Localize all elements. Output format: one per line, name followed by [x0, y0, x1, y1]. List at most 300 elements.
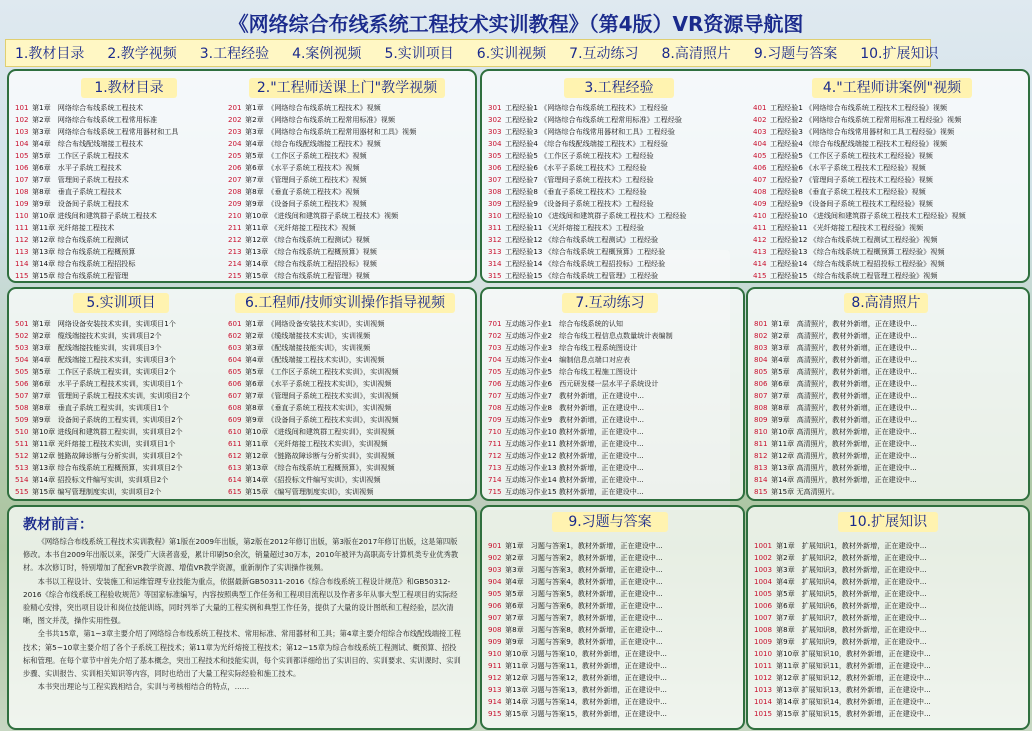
item-number: 915: [488, 709, 502, 718]
list-item[interactable]: [228, 390, 398, 402]
list-item[interactable]: [15, 438, 190, 450]
item-number: 310: [488, 211, 502, 220]
list-item[interactable]: [228, 210, 416, 222]
list-item[interactable]: [228, 462, 398, 474]
list-item[interactable]: [15, 186, 178, 198]
item-label: 第5章 工作区子系统工程实训，实训项目2个: [32, 367, 176, 376]
item-label: 第9章 《设备间子系统工程技术实训》，实训视频: [245, 415, 399, 424]
item-number: 705: [488, 367, 502, 376]
list-item[interactable]: [228, 270, 416, 282]
teach-video-list: [228, 102, 416, 282]
preface-paragraph: 本书以工程设计、安装施工和运维管理专业技能为重点，依据最新GB50311-2016《综合布线系统工程设计规范》和GB50312-2016《综合布线系统工程验收规范》等国家标准编写，内容按照典型工作任务和工程项目流程以及作者多年从事大型工程项目的实际经验精心安排，突出项目设计和岗位技能训练，同时列举了大量的工程实例和典型工作任务，提供了大量的设计图纸和工程经验，层次清晰，图文并茂，操作实用性强。: [23, 576, 458, 626]
item-number: 909: [488, 637, 502, 646]
list-item[interactable]: [754, 402, 917, 414]
list-item[interactable]: [228, 258, 416, 270]
list-item[interactable]: [753, 246, 966, 258]
item-label: 第4章 配线端接工程技术实训，实训项目3个: [32, 355, 176, 364]
panel-preface: [7, 505, 477, 730]
list-item[interactable]: [754, 636, 931, 648]
item-label: 工程经验11 《光纤熔接工程技术》工程经验: [505, 223, 644, 232]
list-item[interactable]: [15, 330, 190, 342]
item-number: 508: [15, 403, 29, 412]
item-number: 202: [228, 115, 242, 124]
item-label: 第11章 光纤熔接工程技术实训，实训项目1个: [32, 439, 176, 448]
list-item[interactable]: [15, 222, 178, 234]
list-item[interactable]: [15, 150, 178, 162]
list-item[interactable]: [228, 246, 416, 258]
list-item[interactable]: [488, 318, 673, 330]
list-item[interactable]: [754, 330, 917, 342]
item-label: 工程经验4 《综合布线配线端接工程技术》工程经验: [505, 139, 668, 148]
nav-photo[interactable]: 8.高清照片: [661, 46, 731, 62]
item-number: 112: [15, 235, 29, 244]
heading-answer: 9.习题与答案: [552, 512, 668, 532]
list-item[interactable]: [488, 114, 687, 126]
item-number: 701: [488, 319, 502, 328]
list-item[interactable]: [754, 624, 931, 636]
item-number: 210: [228, 211, 242, 220]
item-number: 714: [488, 475, 502, 484]
list-item[interactable]: [754, 600, 931, 612]
list-item[interactable]: [754, 462, 917, 474]
list-item[interactable]: [15, 450, 190, 462]
answer-list: [488, 540, 667, 720]
list-item[interactable]: [488, 162, 687, 174]
item-number: 901: [488, 541, 502, 550]
list-item[interactable]: [488, 186, 687, 198]
list-item[interactable]: [488, 474, 673, 486]
item-number: 607: [228, 391, 242, 400]
item-number: 611: [228, 439, 242, 448]
item-number: 601: [228, 319, 242, 328]
item-label: 第2章 习题与答案2，教材外新增，正在建设中...: [505, 553, 663, 562]
list-item[interactable]: [488, 246, 687, 258]
nav-project[interactable]: 5.实训项目: [384, 46, 454, 62]
list-item[interactable]: [488, 708, 667, 720]
list-item[interactable]: [753, 222, 966, 234]
list-item[interactable]: [488, 234, 687, 246]
list-item[interactable]: [488, 672, 667, 684]
item-label: 第8章 垂直子系统工程实训，实训项目1个: [32, 403, 169, 412]
item-label: 第8章 《垂直子系统工程技术》视频: [245, 187, 360, 196]
list-item[interactable]: [15, 138, 178, 150]
list-item[interactable]: [15, 198, 178, 210]
list-item[interactable]: [228, 330, 398, 342]
item-number: 211: [228, 223, 242, 232]
catalog-list: [15, 102, 178, 282]
list-item[interactable]: [754, 552, 931, 564]
list-item[interactable]: [754, 378, 917, 390]
list-item[interactable]: [488, 138, 687, 150]
list-item[interactable]: [754, 708, 931, 720]
list-item[interactable]: [488, 486, 673, 498]
list-item[interactable]: [753, 198, 966, 210]
list-item[interactable]: [488, 636, 667, 648]
item-label: 工程经验9 《设备间子系统工程技术工程经验》视频: [770, 199, 933, 208]
item-label: 第9章 高清照片，教材外新增，正在建设中...: [771, 415, 918, 424]
item-label: 第3章 高清照片，教材外新增，正在建设中...: [771, 343, 918, 352]
item-label: 第3章 习题与答案3，教材外新增，正在建设中...: [505, 565, 663, 574]
item-number: 110: [15, 211, 29, 220]
list-item[interactable]: [488, 600, 667, 612]
item-number: 1011: [754, 661, 773, 670]
item-number: 505: [15, 367, 29, 376]
item-label: 第12章 链路故障诊断与分析实训，实训项目2个: [32, 451, 183, 460]
item-label: 第9章 设备间子系统工程技术: [32, 199, 129, 208]
nav-catalog[interactable]: 1.教材目录: [15, 46, 85, 62]
item-label: 第15章 综合布线系统工程管理: [32, 271, 129, 280]
item-label: 第5章 扩展知识5，教材外新增，正在建设中...: [776, 589, 927, 598]
item-label: 互动练习作业15 教材外新增，正在建设中...: [505, 487, 644, 496]
list-item[interactable]: [228, 342, 398, 354]
list-item[interactable]: [15, 162, 178, 174]
list-item[interactable]: [753, 102, 966, 114]
list-item[interactable]: [488, 102, 687, 114]
list-item[interactable]: [753, 270, 966, 282]
item-label: 第12章 《链路故障诊断与分析实训》，实训视频: [245, 451, 395, 460]
item-number: 314: [488, 259, 502, 268]
item-label: 工程经验4 《综合布线配线端接工程技术工程经验》视频: [770, 139, 948, 148]
item-number: 908: [488, 625, 502, 634]
list-item[interactable]: [754, 576, 931, 588]
item-label: 工程经验3 《网络综合布线常用器材和工具》工程经验: [505, 127, 675, 136]
list-item[interactable]: [753, 210, 966, 222]
list-item[interactable]: [754, 612, 931, 624]
item-number: 709: [488, 415, 502, 424]
item-label: 第6章 习题与答案6，教材外新增，正在建设中...: [505, 601, 663, 610]
item-number: 408: [753, 187, 767, 196]
item-number: 107: [15, 175, 29, 184]
list-item[interactable]: [488, 684, 667, 696]
list-item[interactable]: [228, 318, 398, 330]
item-label: 第5章 高清照片，教材外新增，正在建设中...: [771, 367, 918, 376]
item-label: 第14章 《招投标文件编写实训》，实训视频: [245, 475, 381, 484]
item-number: 309: [488, 199, 502, 208]
list-item[interactable]: [228, 474, 398, 486]
list-item[interactable]: [488, 258, 687, 270]
list-item[interactable]: [488, 540, 667, 552]
item-label: 第4章 扩展知识4，教材外新增，正在建设中...: [776, 577, 927, 586]
list-item[interactable]: [754, 342, 917, 354]
item-number: 504: [15, 355, 29, 364]
list-item[interactable]: [754, 426, 917, 438]
list-item[interactable]: [228, 414, 398, 426]
item-number: 1008: [754, 625, 773, 634]
list-item[interactable]: [228, 426, 398, 438]
list-item[interactable]: [754, 438, 917, 450]
item-label: 工程经验1 《网络综合布线系统工程技术》工程经验: [505, 103, 668, 112]
list-item[interactable]: [228, 366, 398, 378]
list-item[interactable]: [753, 150, 966, 162]
item-number: 809: [754, 415, 768, 424]
list-item[interactable]: [228, 438, 398, 450]
list-item[interactable]: [488, 552, 667, 564]
item-number: 811: [754, 439, 768, 448]
item-number: 911: [488, 661, 502, 670]
item-number: 815: [754, 487, 768, 496]
item-number: 401: [753, 103, 767, 112]
list-item[interactable]: [754, 672, 931, 684]
item-label: 第11章 光纤熔接工程技术: [32, 223, 115, 232]
list-item[interactable]: [228, 222, 416, 234]
item-label: 第11章 扩展知识11，教材外新增，正在建设中...: [776, 661, 931, 670]
item-number: 204: [228, 139, 242, 148]
panel-photo: [746, 287, 1030, 501]
list-item[interactable]: [15, 414, 190, 426]
list-item[interactable]: [488, 576, 667, 588]
item-label: 工程经验6 《水平子系统工程技术工程经验》视频: [770, 163, 926, 172]
list-item[interactable]: [15, 474, 190, 486]
item-number: 1009: [754, 637, 773, 646]
list-item[interactable]: [753, 234, 966, 246]
list-item[interactable]: [754, 474, 917, 486]
item-number: 906: [488, 601, 502, 610]
item-label: 第2章 缆线端接技术实训，实训项目2个: [32, 331, 162, 340]
list-item[interactable]: [15, 318, 190, 330]
list-item[interactable]: [754, 684, 931, 696]
item-number: 907: [488, 613, 502, 622]
list-item[interactable]: [488, 330, 673, 342]
list-item[interactable]: [488, 198, 687, 210]
list-item[interactable]: [754, 390, 917, 402]
item-number: 711: [488, 439, 502, 448]
list-item[interactable]: [15, 402, 190, 414]
list-item[interactable]: [488, 624, 667, 636]
list-item[interactable]: [488, 588, 667, 600]
list-item[interactable]: [15, 462, 190, 474]
item-number: 1015: [754, 709, 773, 718]
item-number: 206: [228, 163, 242, 172]
list-item[interactable]: [754, 588, 931, 600]
list-item[interactable]: [488, 402, 673, 414]
item-label: 第4章 习题与答案4，教材外新增，正在建设中...: [505, 577, 663, 586]
list-item[interactable]: [754, 318, 917, 330]
item-label: 第7章 《管理间子系统工程技术》视频: [245, 175, 367, 184]
list-item[interactable]: [754, 660, 931, 672]
list-item[interactable]: [228, 450, 398, 462]
list-item[interactable]: [488, 414, 673, 426]
item-number: 615: [228, 487, 242, 496]
preface-paragraph: 本书突出理论与工程实践相结合，实训与考核相结合的特点，……: [37, 682, 250, 692]
item-label: 第11章 《光纤熔接工程技术》视频: [245, 223, 356, 232]
item-number: 1005: [754, 589, 773, 598]
item-label: 第14章 综合布线系统工程招投标: [32, 259, 136, 268]
list-item[interactable]: [753, 258, 966, 270]
item-number: 205: [228, 151, 242, 160]
list-item[interactable]: [228, 126, 416, 138]
item-number: 307: [488, 175, 502, 184]
item-number: 713: [488, 463, 502, 472]
item-label: 工程经验13 《综合布线系统工程概预算》工程经验: [505, 247, 666, 256]
item-number: 403: [753, 127, 767, 136]
nav-experience[interactable]: 3.工程经验: [199, 46, 270, 62]
list-item[interactable]: [228, 162, 416, 174]
page-title: 《网络综合布线系统工程技术实训教程》（第4版）VR资源导航图: [228, 12, 804, 36]
item-number: 213: [228, 247, 242, 256]
list-item[interactable]: [228, 150, 416, 162]
list-item[interactable]: [753, 162, 966, 174]
list-item[interactable]: [15, 102, 178, 114]
heading-experience: 3.工程经验: [564, 78, 674, 98]
list-item[interactable]: [754, 696, 931, 708]
nav-practice[interactable]: 7.互动练习: [569, 46, 639, 62]
nav-extend[interactable]: 10.扩展知识: [860, 46, 939, 62]
item-label: 第7章 高清照片，教材外新增，正在建设中...: [771, 391, 918, 400]
list-item[interactable]: [753, 174, 966, 186]
list-item[interactable]: [228, 486, 398, 498]
project-list: [15, 318, 190, 498]
list-item[interactable]: [754, 450, 917, 462]
item-label: 第9章 设备间子系统的工程实训，实训项目2个: [32, 415, 183, 424]
list-item[interactable]: [15, 126, 178, 138]
list-item[interactable]: [228, 102, 416, 114]
list-item[interactable]: [15, 378, 190, 390]
list-item[interactable]: [15, 426, 190, 438]
item-label: 第2章 《网络综合布线系统工程常用标准》视频: [245, 115, 395, 124]
list-item[interactable]: [15, 258, 178, 270]
item-number: 303: [488, 127, 502, 136]
item-number: 1014: [754, 697, 773, 706]
item-label: 第5章 《工作区子系统工程技术实训》，实训视频: [245, 367, 399, 376]
list-item[interactable]: [488, 366, 673, 378]
list-item[interactable]: [488, 126, 687, 138]
item-number: 703: [488, 343, 502, 352]
list-item[interactable]: [488, 450, 673, 462]
item-number: 712: [488, 451, 502, 460]
list-item[interactable]: [488, 210, 687, 222]
item-number: 411: [753, 223, 767, 232]
item-number: 101: [15, 103, 29, 112]
item-label: 第4章 综合布线配线端接工程技术: [32, 139, 143, 148]
list-item[interactable]: [228, 402, 398, 414]
item-label: 互动练习作业11 教材外新增，正在建设中...: [505, 439, 644, 448]
item-number: 510: [15, 427, 29, 436]
item-label: 第1章 《网络综合布线系统工程技术》视频: [245, 103, 381, 112]
list-item[interactable]: [228, 354, 398, 366]
list-item[interactable]: [15, 210, 178, 222]
item-label: 第8章 扩展知识8，教材外新增，正在建设中...: [776, 625, 927, 634]
list-item[interactable]: [754, 366, 917, 378]
item-label: 第12章 《综合布线系统工程测试》视频: [245, 235, 370, 244]
photo-list: [754, 318, 917, 498]
item-number: 105: [15, 151, 29, 160]
item-label: 互动练习作业12 教材外新增，正在建设中...: [505, 451, 644, 460]
list-item[interactable]: [15, 342, 190, 354]
item-number: 201: [228, 103, 242, 112]
list-item[interactable]: [488, 150, 687, 162]
item-number: 304: [488, 139, 502, 148]
list-item[interactable]: [228, 174, 416, 186]
item-label: 第11章 《光纤熔接工程技术实训》，实训视频: [245, 439, 388, 448]
list-item[interactable]: [488, 390, 673, 402]
list-item[interactable]: [753, 126, 966, 138]
nav-teach-video[interactable]: 2.教学视频: [107, 46, 177, 62]
list-item[interactable]: [15, 114, 178, 126]
list-item[interactable]: [488, 222, 687, 234]
list-item[interactable]: [754, 354, 917, 366]
item-label: 第12章 扩展知识12，教材外新增，正在建设中...: [776, 673, 931, 682]
item-label: 工程经验3 《网络综合布线常用器材和工具工程经验》视频: [770, 127, 955, 136]
list-item[interactable]: [488, 462, 673, 474]
list-item[interactable]: [488, 660, 667, 672]
list-item[interactable]: [488, 696, 667, 708]
item-number: 402: [753, 115, 767, 124]
list-item[interactable]: [15, 246, 178, 258]
item-label: 工程经验14 《综合布线系统工程招投标工程经验》视频: [770, 259, 945, 268]
list-item[interactable]: [753, 186, 966, 198]
list-item[interactable]: [15, 174, 178, 186]
item-label: 工程经验1 《网络综合布线系统工程技术工程经验》视频: [770, 103, 948, 112]
item-label: 工程经验8 《垂直子系统工程技术工程经验》视频: [770, 187, 926, 196]
item-label: 第13章 习题与答案13，教材外新增，正在建设中...: [505, 685, 667, 694]
item-number: 1003: [754, 565, 773, 574]
item-label: 第15章 编写管理制度实训，实训项目2个: [32, 487, 162, 496]
list-item[interactable]: [15, 486, 190, 498]
list-item[interactable]: [228, 114, 416, 126]
list-item[interactable]: [488, 648, 667, 660]
item-label: 第6章 《水平子系统工程技术实训》，实训视频: [245, 379, 392, 388]
item-number: 710: [488, 427, 502, 436]
list-item[interactable]: [754, 564, 931, 576]
item-number: 608: [228, 403, 242, 412]
item-number: 501: [15, 319, 29, 328]
list-item[interactable]: [15, 234, 178, 246]
list-item[interactable]: [15, 270, 178, 282]
list-item[interactable]: [488, 270, 687, 282]
list-item[interactable]: [15, 366, 190, 378]
list-item[interactable]: [754, 414, 917, 426]
item-number: 603: [228, 343, 242, 352]
item-number: 103: [15, 127, 29, 136]
item-number: 301: [488, 103, 502, 112]
item-number: 514: [15, 475, 29, 484]
item-number: 903: [488, 565, 502, 574]
list-item[interactable]: [488, 174, 687, 186]
nav-case-video[interactable]: 4.案例视频: [292, 46, 362, 62]
list-item[interactable]: [753, 114, 966, 126]
nav-answer[interactable]: 9.习题与答案: [753, 46, 838, 62]
list-item[interactable]: [488, 426, 673, 438]
list-item[interactable]: [228, 198, 416, 210]
item-label: 工程经验13 《综合布线系统工程概预算工程经验》视频: [770, 247, 945, 256]
list-item[interactable]: [228, 378, 398, 390]
list-item[interactable]: [754, 540, 931, 552]
list-item[interactable]: [228, 138, 416, 150]
item-number: 313: [488, 247, 502, 256]
item-number: 104: [15, 139, 29, 148]
list-item[interactable]: [488, 378, 673, 390]
item-label: 第11章 高清照片，教材外新增，正在建设中...: [771, 439, 917, 448]
list-item[interactable]: [754, 648, 931, 660]
item-number: 913: [488, 685, 502, 694]
item-label: 第9章 习题与答案9，教材外新增，正在建设中...: [505, 637, 663, 646]
list-item[interactable]: [488, 354, 673, 366]
list-item[interactable]: [754, 486, 917, 498]
list-item[interactable]: [753, 138, 966, 150]
list-item[interactable]: [15, 354, 190, 366]
list-item[interactable]: [228, 234, 416, 246]
item-label: 工程经验12 《综合布线系统工程测试工程经验》视频: [770, 235, 938, 244]
list-item[interactable]: [488, 612, 667, 624]
list-item[interactable]: [228, 186, 416, 198]
list-item[interactable]: [488, 342, 673, 354]
nav-op-video[interactable]: 6.实训视频: [476, 46, 547, 62]
list-item[interactable]: [15, 390, 190, 402]
list-item[interactable]: [488, 564, 667, 576]
item-label: 第2章 扩展知识2，教材外新增，正在建设中...: [776, 553, 927, 562]
list-item[interactable]: [488, 438, 673, 450]
item-number: 509: [15, 415, 29, 424]
